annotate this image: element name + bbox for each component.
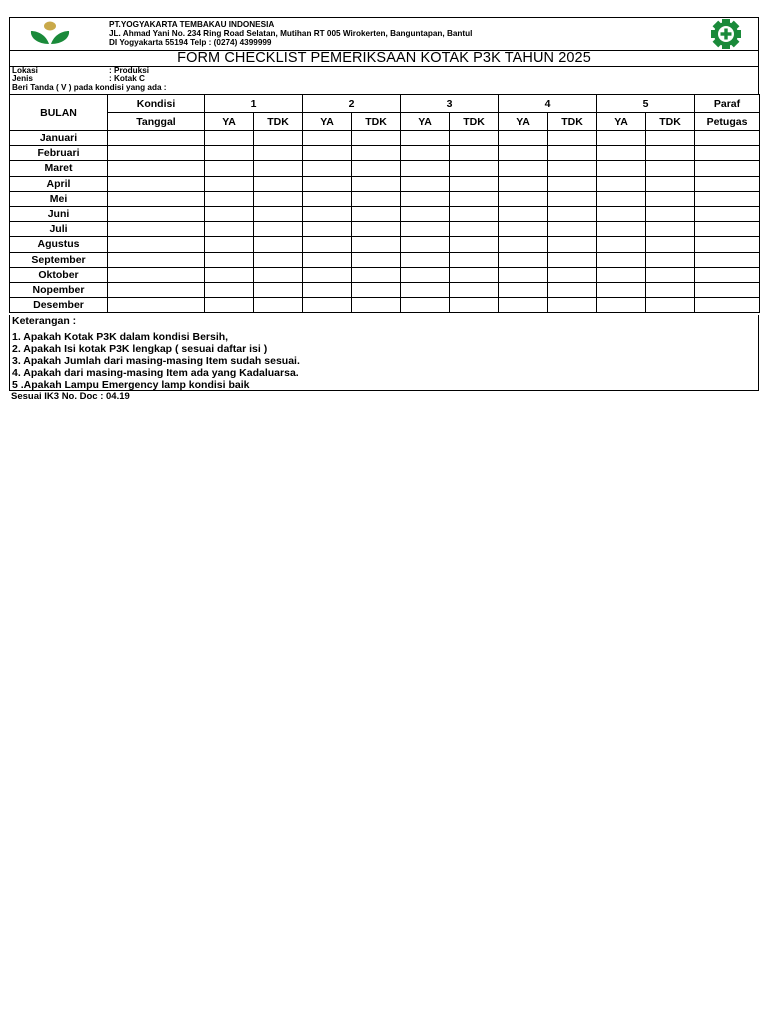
table-row <box>10 146 760 161</box>
check-cell[interactable] <box>548 146 597 161</box>
check-cell[interactable] <box>254 146 303 161</box>
check-cell[interactable] <box>205 131 254 146</box>
instruction-text: Beri Tanda ( V ) pada kondisi yang ada : <box>12 82 167 92</box>
table-row <box>10 222 760 237</box>
check-cell[interactable] <box>303 191 352 206</box>
check-cell[interactable] <box>303 146 352 161</box>
check-cell[interactable] <box>450 298 499 313</box>
tdk-header: TDK <box>646 113 695 131</box>
form-title: FORM CHECKLIST PEMERIKSAAN KOTAK P3K TAHUN 2025 <box>9 51 759 67</box>
tanggal-cell[interactable] <box>108 131 205 146</box>
check-cell[interactable] <box>205 222 254 237</box>
check-cell[interactable] <box>450 222 499 237</box>
group-4-header: 4 <box>499 95 597 113</box>
document-header <box>9 17 759 51</box>
paraf-cell[interactable] <box>695 282 760 297</box>
check-cell[interactable] <box>303 237 352 252</box>
check-cell[interactable] <box>303 131 352 146</box>
check-cell[interactable] <box>254 298 303 313</box>
check-cell[interactable] <box>401 237 450 252</box>
check-cell[interactable] <box>205 237 254 252</box>
month-label: Juni <box>10 206 108 221</box>
check-cell[interactable] <box>401 252 450 267</box>
group-5-header: 5 <box>597 95 695 113</box>
form-meta <box>9 67 759 94</box>
check-cell[interactable] <box>499 176 548 191</box>
check-cell[interactable] <box>646 146 695 161</box>
check-cell[interactable] <box>303 176 352 191</box>
check-cell[interactable] <box>205 298 254 313</box>
check-cell[interactable] <box>597 161 646 176</box>
bulan-header: BULAN <box>10 95 108 131</box>
check-cell[interactable] <box>450 237 499 252</box>
check-cell[interactable] <box>499 146 548 161</box>
paraf-cell[interactable] <box>695 131 760 146</box>
tanggal-cell[interactable] <box>108 298 205 313</box>
check-cell[interactable] <box>646 298 695 313</box>
ya-header: YA <box>205 113 254 131</box>
tanggal-cell[interactable] <box>108 161 205 176</box>
check-cell[interactable] <box>597 176 646 191</box>
table-row <box>10 161 760 176</box>
check-cell[interactable] <box>646 131 695 146</box>
check-cell[interactable] <box>548 252 597 267</box>
tdk-header: TDK <box>450 113 499 131</box>
check-cell[interactable] <box>254 206 303 221</box>
check-cell[interactable] <box>352 282 401 297</box>
check-cell[interactable] <box>254 282 303 297</box>
check-cell[interactable] <box>205 267 254 282</box>
tanggal-cell[interactable] <box>108 252 205 267</box>
check-cell[interactable] <box>205 206 254 221</box>
check-cell[interactable] <box>205 161 254 176</box>
month-label: September <box>10 252 108 267</box>
table-row <box>10 191 760 206</box>
check-cell[interactable] <box>254 252 303 267</box>
check-cell[interactable] <box>597 252 646 267</box>
check-cell[interactable] <box>548 176 597 191</box>
check-cell[interactable] <box>254 161 303 176</box>
check-cell[interactable] <box>548 282 597 297</box>
check-cell[interactable] <box>646 206 695 221</box>
tanggal-cell[interactable] <box>108 206 205 221</box>
check-cell[interactable] <box>450 176 499 191</box>
table-row <box>10 252 760 267</box>
check-cell[interactable] <box>401 161 450 176</box>
tanggal-cell[interactable] <box>108 146 205 161</box>
check-cell[interactable] <box>205 191 254 206</box>
check-cell[interactable] <box>450 131 499 146</box>
group-1-header: 1 <box>205 95 303 113</box>
check-cell[interactable] <box>254 222 303 237</box>
check-cell[interactable] <box>352 146 401 161</box>
check-cell[interactable] <box>548 222 597 237</box>
tanggal-cell[interactable] <box>108 282 205 297</box>
note-item: 5 .Apakah Lampu Emergency lamp kondisi baik <box>12 379 250 392</box>
tanggal-cell[interactable] <box>108 222 205 237</box>
check-cell[interactable] <box>548 206 597 221</box>
check-cell[interactable] <box>597 206 646 221</box>
table-row <box>10 176 760 191</box>
paraf-header: Paraf <box>695 95 760 113</box>
paraf-cell[interactable] <box>695 146 760 161</box>
check-cell[interactable] <box>499 191 548 206</box>
table-row <box>10 267 760 282</box>
check-cell[interactable] <box>352 131 401 146</box>
company-name: PT.YOGYAKARTA TEMBAKAU INDONESIA <box>109 20 275 29</box>
check-cell[interactable] <box>499 131 548 146</box>
check-cell[interactable] <box>450 146 499 161</box>
check-cell[interactable] <box>205 282 254 297</box>
check-cell[interactable] <box>499 161 548 176</box>
table-header-row-1 <box>10 95 760 113</box>
check-cell[interactable] <box>548 237 597 252</box>
company-address-line1: JL. Ahmad Yani No. 234 Ring Road Selatan, Mutihan RT 005 Wirokerten, Banguntapan, Bantul <box>109 29 473 39</box>
check-cell[interactable] <box>646 176 695 191</box>
tdk-header: TDK <box>352 113 401 131</box>
check-cell[interactable] <box>401 191 450 206</box>
check-cell[interactable] <box>548 191 597 206</box>
note-item: 2. Apakah Isi kotak P3K lengkap ( sesuai daftar isi ) <box>12 343 268 356</box>
check-cell[interactable] <box>254 267 303 282</box>
check-cell[interactable] <box>597 282 646 297</box>
table-row <box>10 282 760 297</box>
check-cell[interactable] <box>450 191 499 206</box>
paraf-cell[interactable] <box>695 222 760 237</box>
check-cell[interactable] <box>401 146 450 161</box>
check-cell[interactable] <box>597 131 646 146</box>
jenis-label: Jenis <box>12 74 33 84</box>
check-cell[interactable] <box>450 206 499 221</box>
paraf-cell[interactable] <box>695 176 760 191</box>
check-cell[interactable] <box>303 161 352 176</box>
check-cell[interactable] <box>303 267 352 282</box>
table-header-row-2 <box>10 113 760 131</box>
check-cell[interactable] <box>597 146 646 161</box>
check-cell[interactable] <box>597 267 646 282</box>
month-label: Mei <box>10 191 108 206</box>
check-cell[interactable] <box>401 176 450 191</box>
check-cell[interactable] <box>499 222 548 237</box>
checklist-sheet <box>9 17 759 402</box>
check-cell[interactable] <box>401 282 450 297</box>
check-cell[interactable] <box>597 191 646 206</box>
checklist-table <box>9 94 760 313</box>
check-cell[interactable] <box>352 222 401 237</box>
ya-header: YA <box>303 113 352 131</box>
kondisi-header: Kondisi <box>108 95 205 113</box>
ya-header: YA <box>401 113 450 131</box>
check-cell[interactable] <box>450 252 499 267</box>
paraf-cell[interactable] <box>695 298 760 313</box>
paraf-cell[interactable] <box>695 237 760 252</box>
check-cell[interactable] <box>548 131 597 146</box>
month-label: Desember <box>10 298 108 313</box>
note-item: 1. Apakah Kotak P3K dalam kondisi Bersih, <box>12 331 229 344</box>
tdk-header: TDK <box>254 113 303 131</box>
paraf-cell[interactable] <box>695 267 760 282</box>
company-address-line2: DI Yogyakarta 55194 Telp : (0274) 4399999 <box>109 38 272 48</box>
check-cell[interactable] <box>646 282 695 297</box>
check-cell[interactable] <box>548 267 597 282</box>
note-item: 4. Apakah dari masing-masing Item ada yang Kadaluarsa. <box>12 367 299 380</box>
company-leaf-logo-icon <box>28 20 72 46</box>
table-row <box>10 298 760 313</box>
month-label: Juli <box>10 222 108 237</box>
check-cell[interactable] <box>303 282 352 297</box>
check-cell[interactable] <box>352 191 401 206</box>
check-cell[interactable] <box>646 267 695 282</box>
check-cell[interactable] <box>646 191 695 206</box>
month-label: Agustus <box>10 237 108 252</box>
check-cell[interactable] <box>646 237 695 252</box>
document-reference: Sesuai IK3 No. Doc : 04.19 <box>11 391 130 403</box>
check-cell[interactable] <box>450 282 499 297</box>
ya-header: YA <box>597 113 646 131</box>
check-cell[interactable] <box>450 267 499 282</box>
check-cell[interactable] <box>450 161 499 176</box>
tanggal-cell[interactable] <box>108 191 205 206</box>
tanggal-cell[interactable] <box>108 176 205 191</box>
tanggal-header: Tanggal <box>108 113 205 131</box>
check-cell[interactable] <box>499 298 548 313</box>
month-label: Januari <box>10 131 108 146</box>
check-cell[interactable] <box>205 176 254 191</box>
notes-section <box>9 315 759 391</box>
paraf-cell[interactable] <box>695 252 760 267</box>
check-cell[interactable] <box>303 252 352 267</box>
table-row <box>10 206 760 221</box>
check-cell[interactable] <box>401 206 450 221</box>
check-cell[interactable] <box>499 206 548 221</box>
check-cell[interactable] <box>597 237 646 252</box>
check-cell[interactable] <box>303 206 352 221</box>
check-cell[interactable] <box>646 161 695 176</box>
petugas-header: Petugas <box>695 113 760 131</box>
k3-safety-cross-icon <box>704 19 748 49</box>
check-cell[interactable] <box>646 222 695 237</box>
table-row <box>10 131 760 146</box>
check-cell[interactable] <box>401 267 450 282</box>
notes-heading: Keterangan : <box>12 315 77 328</box>
check-cell[interactable] <box>499 282 548 297</box>
check-cell[interactable] <box>254 191 303 206</box>
check-cell[interactable] <box>254 237 303 252</box>
check-cell[interactable] <box>205 146 254 161</box>
check-cell[interactable] <box>352 161 401 176</box>
check-cell[interactable] <box>352 252 401 267</box>
check-cell[interactable] <box>205 252 254 267</box>
paraf-cell[interactable] <box>695 161 760 176</box>
note-item: 3. Apakah Jumlah dari masing-masing Item sudah sesuai. <box>12 355 300 368</box>
month-label: Oktober <box>10 267 108 282</box>
paraf-cell[interactable] <box>695 191 760 206</box>
paraf-cell[interactable] <box>695 206 760 221</box>
month-label: Nopember <box>10 282 108 297</box>
month-label: Maret <box>10 161 108 176</box>
lokasi-label: Lokasi <box>12 66 38 75</box>
check-cell[interactable] <box>254 176 303 191</box>
check-cell[interactable] <box>499 267 548 282</box>
check-cell[interactable] <box>352 298 401 313</box>
check-cell[interactable] <box>646 252 695 267</box>
group-3-header: 3 <box>401 95 499 113</box>
check-cell[interactable] <box>597 298 646 313</box>
check-cell[interactable] <box>352 237 401 252</box>
check-cell[interactable] <box>254 131 303 146</box>
check-cell[interactable] <box>401 222 450 237</box>
tanggal-cell[interactable] <box>108 267 205 282</box>
check-cell[interactable] <box>352 267 401 282</box>
check-cell[interactable] <box>401 131 450 146</box>
table-row <box>10 237 760 252</box>
check-cell[interactable] <box>499 252 548 267</box>
check-cell[interactable] <box>548 161 597 176</box>
check-cell[interactable] <box>401 298 450 313</box>
check-cell[interactable] <box>303 222 352 237</box>
check-cell[interactable] <box>352 206 401 221</box>
company-info <box>109 20 472 48</box>
tdk-header: TDK <box>548 113 597 131</box>
lokasi-value: : Produksi <box>109 66 150 75</box>
check-cell[interactable] <box>499 237 548 252</box>
group-2-header: 2 <box>303 95 401 113</box>
month-label: April <box>10 176 108 191</box>
check-cell[interactable] <box>352 176 401 191</box>
check-cell[interactable] <box>548 298 597 313</box>
month-label: Februari <box>10 146 108 161</box>
check-cell[interactable] <box>303 298 352 313</box>
jenis-value: : Kotak C <box>109 74 145 84</box>
ya-header: YA <box>499 113 548 131</box>
check-cell[interactable] <box>597 222 646 237</box>
tanggal-cell[interactable] <box>108 237 205 252</box>
